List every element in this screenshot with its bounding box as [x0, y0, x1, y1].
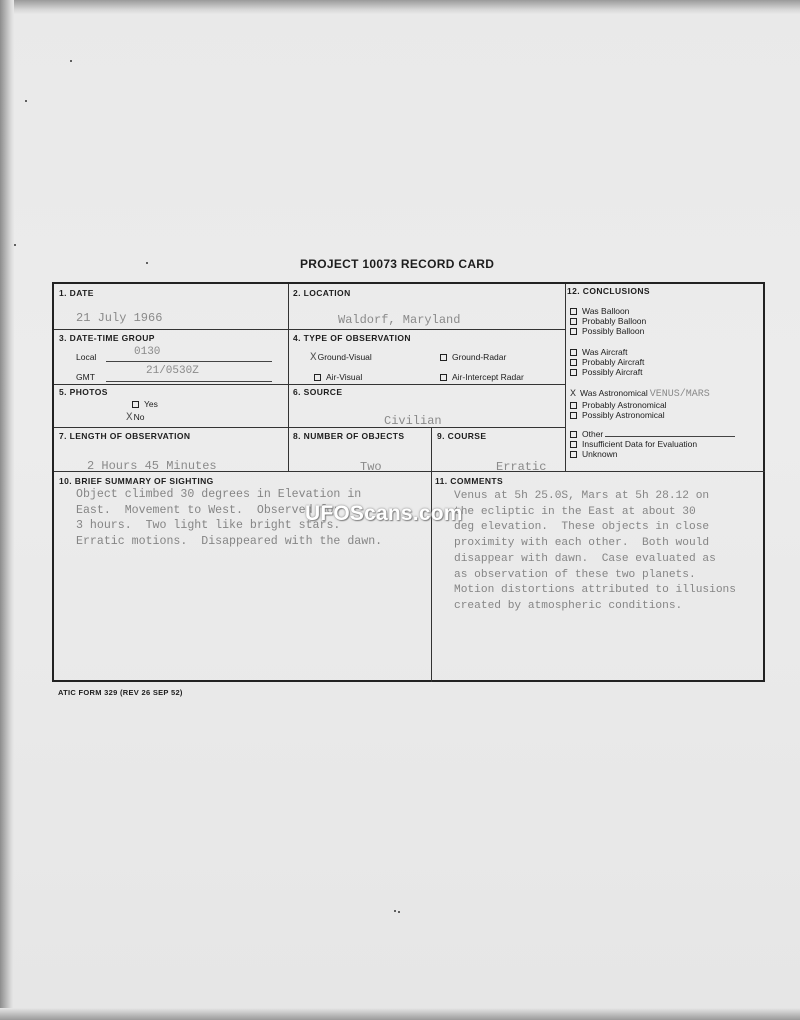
- type-of-observation-label: 4. TYPE OF OBSERVATION: [293, 333, 411, 343]
- checkbox-icon: [570, 431, 577, 438]
- length-value: 2 Hours 45 Minutes: [87, 459, 217, 473]
- scan-top-edge: [0, 0, 800, 14]
- comments-line: the ecliptic in the East at about 30: [454, 505, 696, 518]
- length-label: 7. LENGTH OF OBSERVATION: [59, 431, 191, 441]
- divider: [288, 284, 289, 472]
- checkbox-icon: [440, 374, 447, 381]
- divider: [54, 384, 565, 385]
- summary-line: East. Movement to West. Observed for: [76, 503, 341, 517]
- conclusion-other: Other: [570, 429, 735, 439]
- photos-yes: Yes: [132, 399, 158, 409]
- summary-label: 10. BRIEF SUMMARY OF SIGHTING: [59, 476, 214, 486]
- dust-speck: [14, 244, 16, 246]
- date-value: 21 July 1966: [76, 311, 163, 325]
- dust-speck: [394, 910, 396, 912]
- conclusion-group-balloon: [570, 306, 646, 336]
- comments-text: [454, 489, 736, 615]
- conclusion-was-astronomical: X Was Astronomical VENUS/MARS: [570, 388, 710, 400]
- conclusion-probably-aircraft: Probably Aircraft: [570, 357, 644, 367]
- comments-line: disappear with dawn. Case evaluated as: [454, 552, 716, 565]
- conclusion-probably-astronomical: Probably Astronomical: [570, 400, 710, 410]
- summary-line: 3 hours. Two light like bright stars.: [76, 519, 341, 533]
- conclusion-unknown: Unknown: [570, 449, 735, 459]
- conclusion-group-aircraft: [570, 347, 644, 377]
- divider: [54, 329, 565, 330]
- number-of-objects-value: Two: [360, 460, 382, 474]
- scan-bottom-edge: [0, 1008, 800, 1020]
- option-ground-visual: XGround-Visual: [310, 352, 372, 364]
- conclusion-possibly-astronomical: Possibly Astronomical: [570, 410, 710, 420]
- checkbox-icon: [570, 349, 577, 356]
- gmt-label: GMT: [76, 372, 95, 382]
- date-time-group-label: 3. DATE-TIME GROUP: [59, 333, 155, 343]
- conclusion-was-aircraft: Was Aircraft: [570, 347, 644, 357]
- photos-no: XNo: [126, 412, 145, 424]
- comments-line: Venus at 5h 25.0S, Mars at 5h 28.12 on: [454, 490, 710, 502]
- conclusion-possibly-aircraft: Possibly Aircraft: [570, 367, 644, 377]
- local-underline: [106, 361, 272, 362]
- comments-line: as observation of these two planets.: [454, 568, 696, 581]
- checkbox-icon: [570, 328, 577, 335]
- option-air-visual: Air-Visual: [314, 372, 362, 382]
- comments-line: Motion distortions attributed to illusions: [454, 584, 736, 597]
- checkbox-icon: [132, 401, 139, 408]
- date-label: 1. DATE: [59, 288, 94, 298]
- dust-speck: [70, 60, 72, 62]
- conclusion-insufficient-data: Insufficient Data for Evaluation: [570, 439, 735, 449]
- checkbox-icon: [570, 441, 577, 448]
- form-number: ATIC FORM 329 (REV 26 SEP 52): [58, 688, 183, 697]
- local-label: Local: [76, 352, 97, 362]
- comments-line: created by atmospheric conditions.: [454, 599, 683, 612]
- source-value: Civilian: [384, 414, 442, 428]
- summary-line: Object climbed 30 degrees in Elevation in: [76, 488, 362, 501]
- conclusions-label: 12. CONCLUSIONS: [567, 286, 650, 296]
- photos-label: 5. PHOTOS: [59, 387, 108, 397]
- checkbox-icon: [570, 402, 577, 409]
- comments-label: 11. COMMENTS: [435, 476, 504, 486]
- option-air-intercept-radar: Air-Intercept Radar: [440, 372, 524, 382]
- conclusion-group-astronomical: [570, 388, 710, 420]
- checkbox-icon: [570, 318, 577, 325]
- watermark: UFOScans.com: [305, 502, 463, 525]
- conclusion-possibly-balloon: Possibly Balloon: [570, 326, 646, 336]
- comments-line: proximity with each other. Both would: [454, 537, 710, 550]
- source-label: 6. SOURCE: [293, 387, 343, 397]
- course-value: Erratic: [496, 460, 547, 474]
- course-label: 9. COURSE: [437, 431, 487, 441]
- dust-speck: [398, 911, 400, 913]
- dust-speck: [25, 100, 27, 102]
- conclusion-probably-balloon: Probably Balloon: [570, 316, 646, 326]
- checkbox-icon: [570, 451, 577, 458]
- number-of-objects-label: 8. NUMBER OF OBJECTS: [293, 431, 405, 441]
- gmt-value: 21/0530Z: [146, 365, 199, 377]
- checked-x-icon: X: [570, 389, 577, 400]
- checkbox-icon: [314, 374, 321, 381]
- checkbox-icon: [570, 308, 577, 315]
- checked-x-icon: X: [310, 352, 317, 364]
- checkbox-icon: [440, 354, 447, 361]
- checkbox-icon: [570, 412, 577, 419]
- checkbox-icon: [570, 359, 577, 366]
- location-value: Waldorf, Maryland: [338, 313, 461, 327]
- card-title: PROJECT 10073 RECORD CARD: [300, 257, 495, 271]
- conclusion-was-balloon: Was Balloon: [570, 306, 646, 316]
- astronomical-note: VENUS/MARS: [649, 389, 710, 400]
- divider: [431, 427, 432, 682]
- scan-left-edge: [0, 0, 14, 1020]
- gmt-underline: [106, 381, 272, 382]
- option-ground-radar: Ground-Radar: [440, 352, 506, 362]
- other-underline: [605, 436, 735, 437]
- record-card: [52, 282, 765, 682]
- local-value: 0130: [134, 346, 161, 358]
- summary-line: Erratic motions. Disappeared with the dawn.: [76, 535, 383, 549]
- checkbox-icon: [570, 369, 577, 376]
- location-label: 2. LOCATION: [293, 288, 351, 298]
- comments-line: deg elevation. These objects in close: [454, 521, 710, 534]
- divider: [565, 284, 566, 472]
- checked-x-icon: X: [126, 412, 133, 424]
- conclusion-group-other: [570, 429, 735, 459]
- divider: [54, 427, 565, 428]
- dust-speck: [146, 262, 148, 264]
